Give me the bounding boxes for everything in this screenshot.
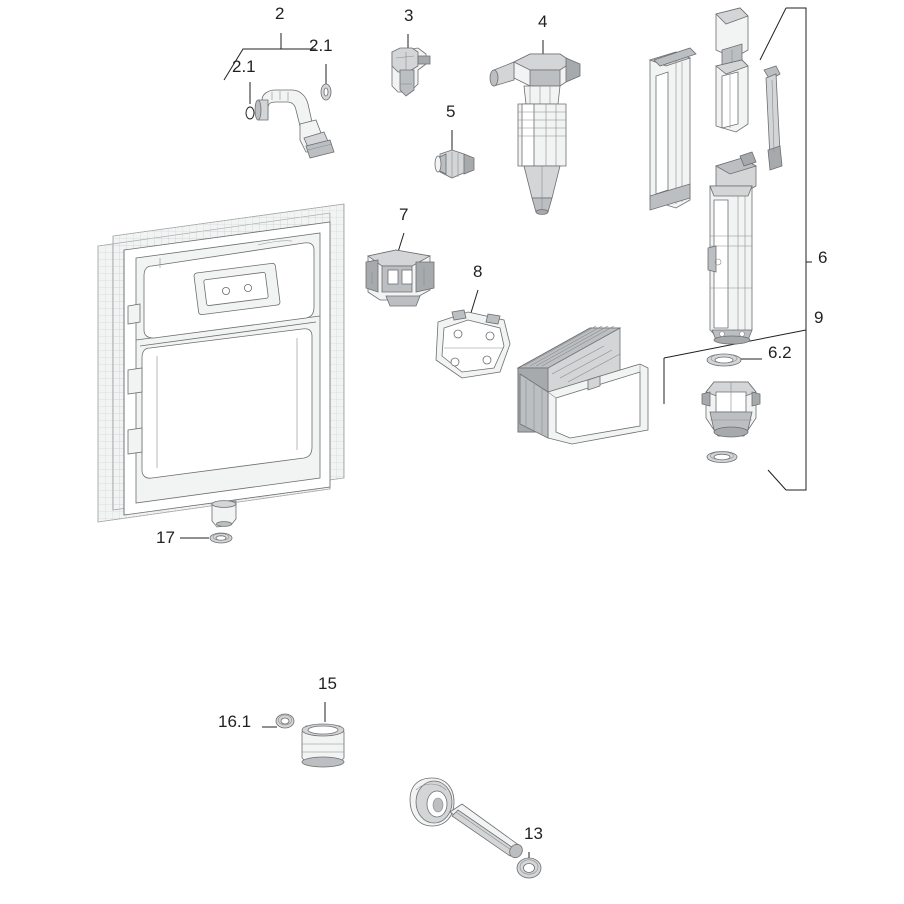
part-cistern-body [98,204,344,527]
part-6-cartridge-oring [707,452,737,463]
callout-label-8: 8 [473,262,483,281]
part-6-flush-valve-group [650,8,782,463]
part-2-flush-pipe-connector [246,84,334,158]
part-5-hose-connector-nipple [435,150,474,178]
callout-label-4: 4 [538,12,548,31]
part-6-valve-body [708,152,756,344]
part-6-valve-cartridge [702,382,760,437]
part-6-2-flush-valve-seal [707,354,741,366]
callout-label-6-2: 6.2 [768,343,792,362]
part-15-protection-cap [302,724,344,767]
part-16-1-o-ring [276,714,294,728]
callout-label-6: 6 [818,248,828,267]
part-6-float-cylinder [716,60,748,132]
callout-label-2-1a: 2.1 [309,36,333,55]
callout-label-5: 5 [446,102,456,121]
callout-label-15: 15 [318,674,337,693]
part-3-mounting-bracket [392,48,430,96]
callout-label-13: 13 [524,824,543,843]
part-7-actuator-bracket [366,250,434,306]
callout-label-3: 3 [404,6,414,25]
callout-label-9: 9 [814,308,824,327]
part-8-protection-plate [436,310,510,378]
part-13-pipe-seal [517,858,541,878]
callout-label-2: 2 [275,4,285,23]
callout-label-16-1: 16.1 [218,712,252,731]
part-6-pull-rod [764,66,782,170]
callout-label-2-1b: 2.1 [232,57,256,76]
callout-label-7: 7 [399,205,409,224]
part-escutcheon-and-pipe [410,778,525,860]
part-6-guide-rail [650,48,696,210]
part-4-fill-valve [490,54,580,214]
part-9-insulation-box [518,326,648,444]
callout-label-17: 17 [156,528,175,547]
part-17-outlet-gasket [210,533,232,543]
